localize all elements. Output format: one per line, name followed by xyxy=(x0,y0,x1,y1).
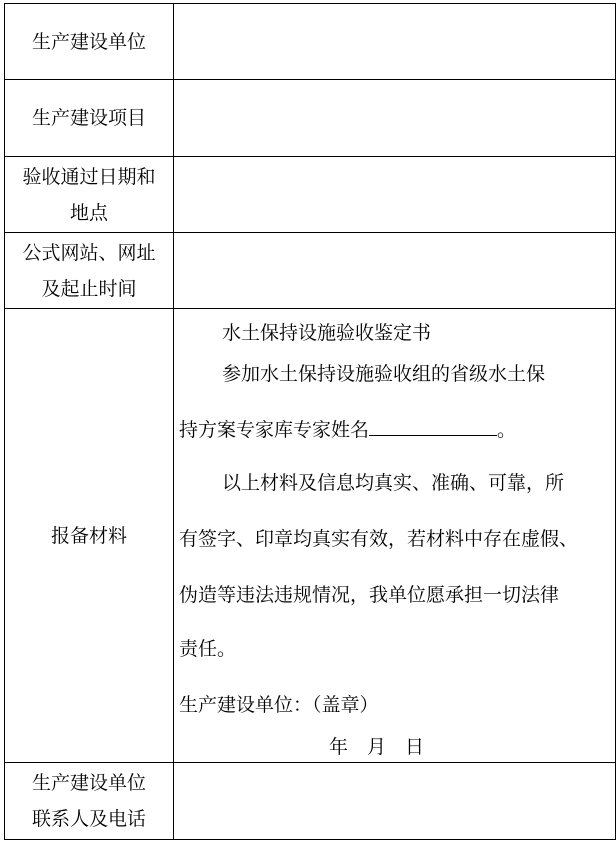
materials-para2-line4: 责任。 xyxy=(179,638,237,660)
materials-para1-line2-prefix: 持方案专家库专家姓名 xyxy=(179,419,370,441)
contact-label-line1: 生产建设单位 xyxy=(31,772,146,794)
materials-para2-line2: 有签字、印章均真实有效，若材料中存在虚假、 xyxy=(179,528,579,550)
row-acceptance xyxy=(5,157,616,233)
materials-content xyxy=(174,309,615,762)
unit-label: 生产建设单位 xyxy=(5,4,174,80)
row-contact xyxy=(5,763,616,840)
date-line: 年 月 日 xyxy=(329,736,425,758)
materials-para2-line1: 以上材料及信息均真实、准确、可靠，所 xyxy=(222,472,565,494)
signature-line: 生产建设单位：（盖章） xyxy=(179,694,379,716)
filing-form-table xyxy=(4,3,616,840)
contact-label xyxy=(5,763,174,840)
contact-label-line2: 联系人及电话 xyxy=(31,808,146,830)
acceptance-label xyxy=(5,157,174,233)
materials-para1-line1: 参加水土保持设施验收组的省级水土保 xyxy=(222,363,546,385)
row-website xyxy=(5,233,616,309)
acceptance-label-line1: 验收通过日期和 xyxy=(22,165,156,188)
row-materials xyxy=(5,309,616,763)
materials-label: 报备材料 xyxy=(5,309,174,763)
acceptance-value-cell[interactable] xyxy=(174,157,616,233)
website-label xyxy=(5,233,174,309)
materials-para2-line3: 伪造等违法违规情况，我单位愿承担一切法律 xyxy=(179,584,560,606)
project-value-cell[interactable] xyxy=(174,80,616,157)
materials-title: 水土保持设施验收鉴定书 xyxy=(222,322,432,344)
row-unit xyxy=(5,4,616,80)
website-label-line2: 及起止时间 xyxy=(41,277,137,300)
website-label-line1: 公式网站、网址 xyxy=(22,241,156,264)
unit-value-cell[interactable] xyxy=(174,4,616,80)
row-project xyxy=(5,80,616,157)
materials-para1-line2-suffix: 。 xyxy=(497,419,517,441)
materials-para1-line2 xyxy=(179,415,516,442)
website-value-cell[interactable] xyxy=(174,233,616,309)
materials-content-cell xyxy=(174,309,616,763)
project-label: 生产建设项目 xyxy=(5,80,174,157)
acceptance-label-line2: 地点 xyxy=(69,201,108,224)
expert-name-blank[interactable] xyxy=(369,415,497,436)
contact-value-cell[interactable] xyxy=(174,763,616,840)
